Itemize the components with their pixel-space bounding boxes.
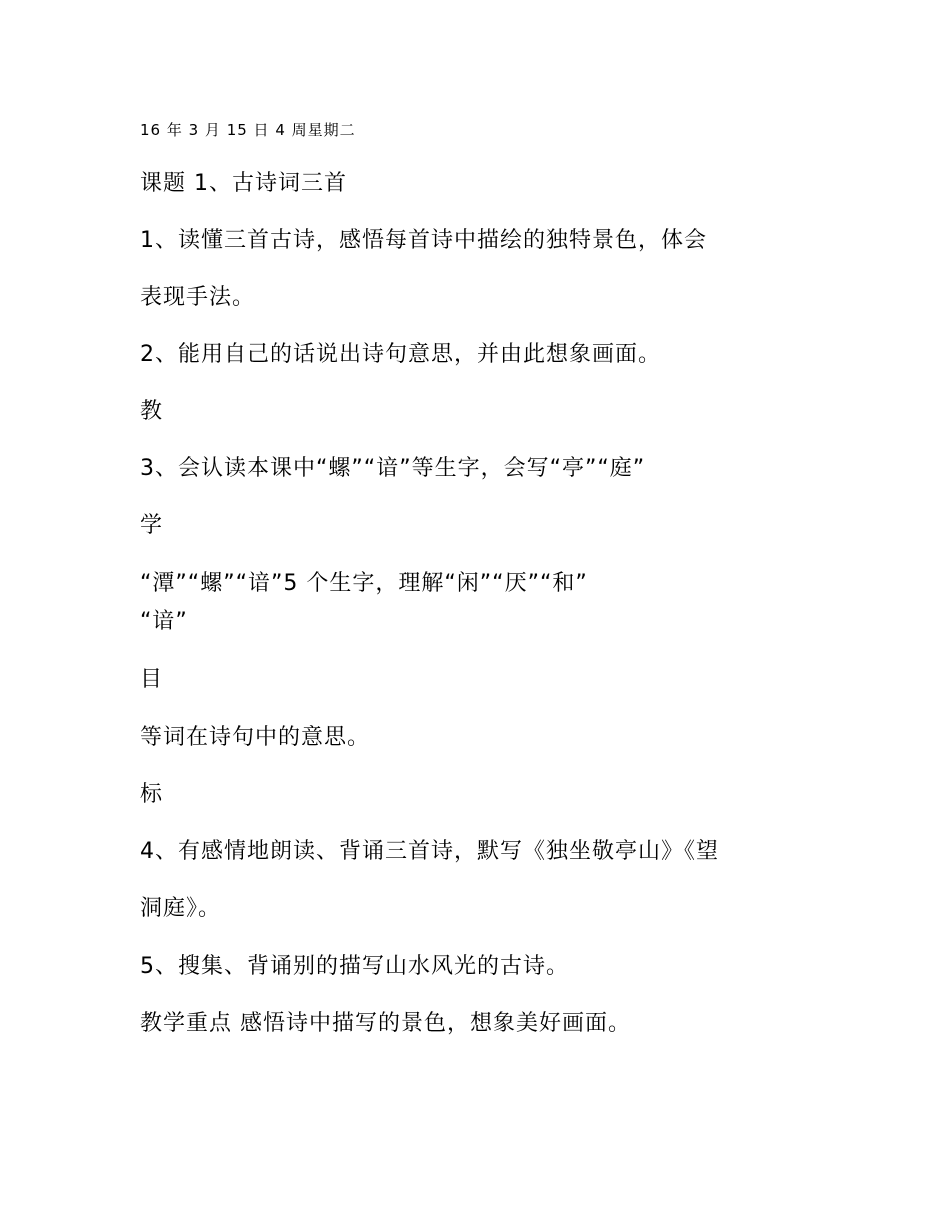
lesson-title: 课题 1、古诗词三首 [140,171,347,196]
side-label-biao: 标 [140,782,164,807]
objective-2: 2、能用自己的话说出诗句意思，并由此想象画面。 [140,342,661,367]
objective-3-cont: “潭”“螺”“谙”5 个生字，理解“闲”“厌”“和” [140,571,588,596]
teaching-focus: 教学重点 感悟诗中描写的景色，想象美好画面。 [140,1011,631,1036]
objective-1-cont: 表现手法。 [140,285,256,310]
objective-3: 3、会认读本课中“螺”“谙”等生字，会写“亭”“庭” [140,456,646,481]
side-label-jiao: 教 [140,399,164,424]
objective-1: 1、读懂三首古诗，感悟每首诗中描绘的独特景色，体会 [140,228,707,253]
side-label-xue: 学 [140,513,164,538]
objective-3-cont-2: “谙” [140,609,188,634]
date-line: 16 年 3 月 15 日 4 周星期二 [140,121,356,139]
objective-5: 5、搜集、背诵别的描写山水风光的古诗。 [140,954,569,979]
objective-3-cont-3: 等词在诗句中的意思。 [140,725,371,750]
objective-4-cont: 洞庭》。 [140,896,222,921]
side-label-mu: 目 [140,667,164,692]
objective-4: 4、有感情地朗读、背诵三首诗，默写《独坐敬亭山》《望 [140,839,719,864]
